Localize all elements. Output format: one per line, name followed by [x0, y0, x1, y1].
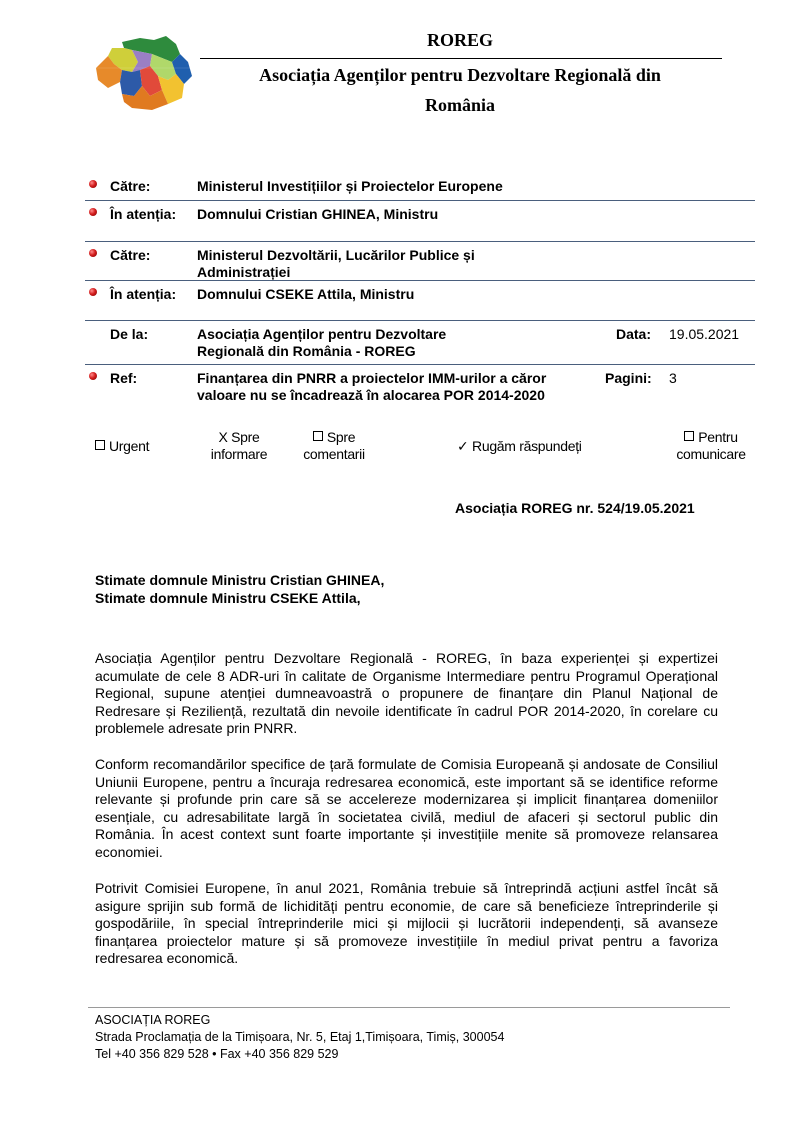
option-pentru-comunicare[interactable]: Pentru comunicare	[676, 429, 746, 462]
memo-value: Ministerul Dezvoltării, Lucărilor Publice și Administrației	[197, 247, 475, 280]
pages-value: 3	[669, 370, 677, 386]
header-rule	[200, 58, 722, 59]
bullet-icon	[89, 372, 97, 380]
footer-rule	[88, 1007, 730, 1008]
option-spre-comentarii[interactable]: Spre comentarii	[303, 429, 365, 462]
bullet-icon	[89, 249, 97, 257]
greeting-line: Stimate domnule Ministru CSEKE Attila,	[95, 590, 361, 606]
memo-label: În atenția:	[110, 206, 177, 222]
body-paragraph: Conform recomandărilor specifice de țară formulate de Comisia Europeană și andosate de Consiliul Uniunii Europene, pentru a încuraja redresarea economică, este important să se identifice reforme relevante și profunde prin care să se accelereze modernizarea și implicit finanțarea domeniilor esențiale, cu adresabilitate largă în societatea civilă, mediul de afaceri și sectorul public din România. În acest context sunt foarte importante și investițiile menite să promoveze relansarea economiei.	[95, 756, 718, 860]
memo-row-atentia-1	[85, 201, 755, 242]
greeting	[95, 571, 384, 607]
memo-label: Ref:	[110, 370, 138, 386]
checkbox-icon	[313, 431, 323, 441]
memo-row-de-la	[85, 321, 755, 365]
body-paragraph: Asociația Agenților pentru Dezvoltare Regională - ROREG, în baza experienței și expertizei acumulate de cele 8 ADR-uri în calitate de Organisme Intermediare pentru Programul Operațional Regional, supune atenției dumneavoastră o propunere de finanțare din Planul Național de Redresare și Reziliență, rezultată din nevoile identificate în cadrul POR 2014-2020, în corelare cu problemele adresate prin PNRR.	[95, 650, 718, 736]
footer-contact: Tel +40 356 829 528 • Fax +40 356 829 529	[95, 1047, 339, 1061]
date-label: Data:	[616, 326, 652, 342]
memo-label: În atenția:	[110, 286, 177, 302]
memo-table	[85, 173, 755, 425]
footer-org-name: ASOCIAȚIA ROREG	[95, 1013, 211, 1027]
memo-value: Domnului Cristian GHINEA, Ministru	[197, 206, 439, 222]
distribution-options	[85, 428, 755, 464]
reference-number: Asociația ROREG nr. 524/19.05.2021	[455, 500, 695, 516]
memo-row-catre-2	[85, 242, 755, 281]
memo-row-ref	[85, 365, 755, 425]
option-spre-informare[interactable]: X Spre informare	[210, 429, 268, 462]
memo-value: Ministerul Investițiilor și Proiectelor Europene	[197, 178, 503, 194]
memo-value: Finanțarea din PNRR a proiectelor IMM-urilor a căror valoare nu se încadrează în alocarea POR 2014-2020	[197, 370, 547, 403]
memo-label: Către:	[110, 178, 151, 194]
greeting-line: Stimate domnule Ministru Cristian GHINEA,	[95, 572, 385, 588]
footer-address: Strada Proclamația de la Timișoara, Nr. 5, Etaj 1,Timișoara, Timiș, 300054	[95, 1030, 505, 1044]
checkbox-icon	[684, 431, 694, 441]
footer	[95, 1012, 504, 1063]
memo-row-catre-1	[85, 173, 755, 201]
option-urgent[interactable]: Urgent	[95, 438, 149, 455]
romania-regions-map-logo	[92, 34, 196, 112]
memo-row-atentia-2	[85, 281, 755, 321]
option-rugam-raspundeti[interactable]: ✓ Rugăm răspundeți	[457, 438, 582, 454]
memo-label: De la:	[110, 326, 149, 342]
body-paragraph: Potrivit Comisiei Europene, în anul 2021, România trebuie să întreprindă acțiuni astfel încât să asigure sprijin sub formă de lichidități pentru economie, de care să beneficieze întreprinderile și gospodăriile, în special întreprinderile mici și mijlocii și lucrătorii independenți, să avanseze finanțarea proiectelor mature și să promoveze investițiile în mediul privat pentru a favoriza redresarea economică.	[95, 880, 718, 966]
checkbox-icon	[95, 440, 105, 450]
pages-label: Pagini:	[605, 370, 652, 386]
org-full-name: Asociația Agenților pentru Dezvoltare Regională din România	[259, 65, 661, 115]
org-short-name: ROREG	[426, 30, 493, 50]
bullet-icon	[89, 288, 97, 296]
memo-value: Asociația Agenților pentru Dezvoltare Regională din România - ROREG	[197, 326, 447, 359]
bullet-icon	[89, 208, 97, 216]
memo-value: Domnului CSEKE Attila, Ministru	[197, 286, 415, 302]
date-value: 19.05.2021	[669, 326, 740, 342]
bullet-icon	[89, 180, 97, 188]
memo-label: Către:	[110, 247, 151, 263]
